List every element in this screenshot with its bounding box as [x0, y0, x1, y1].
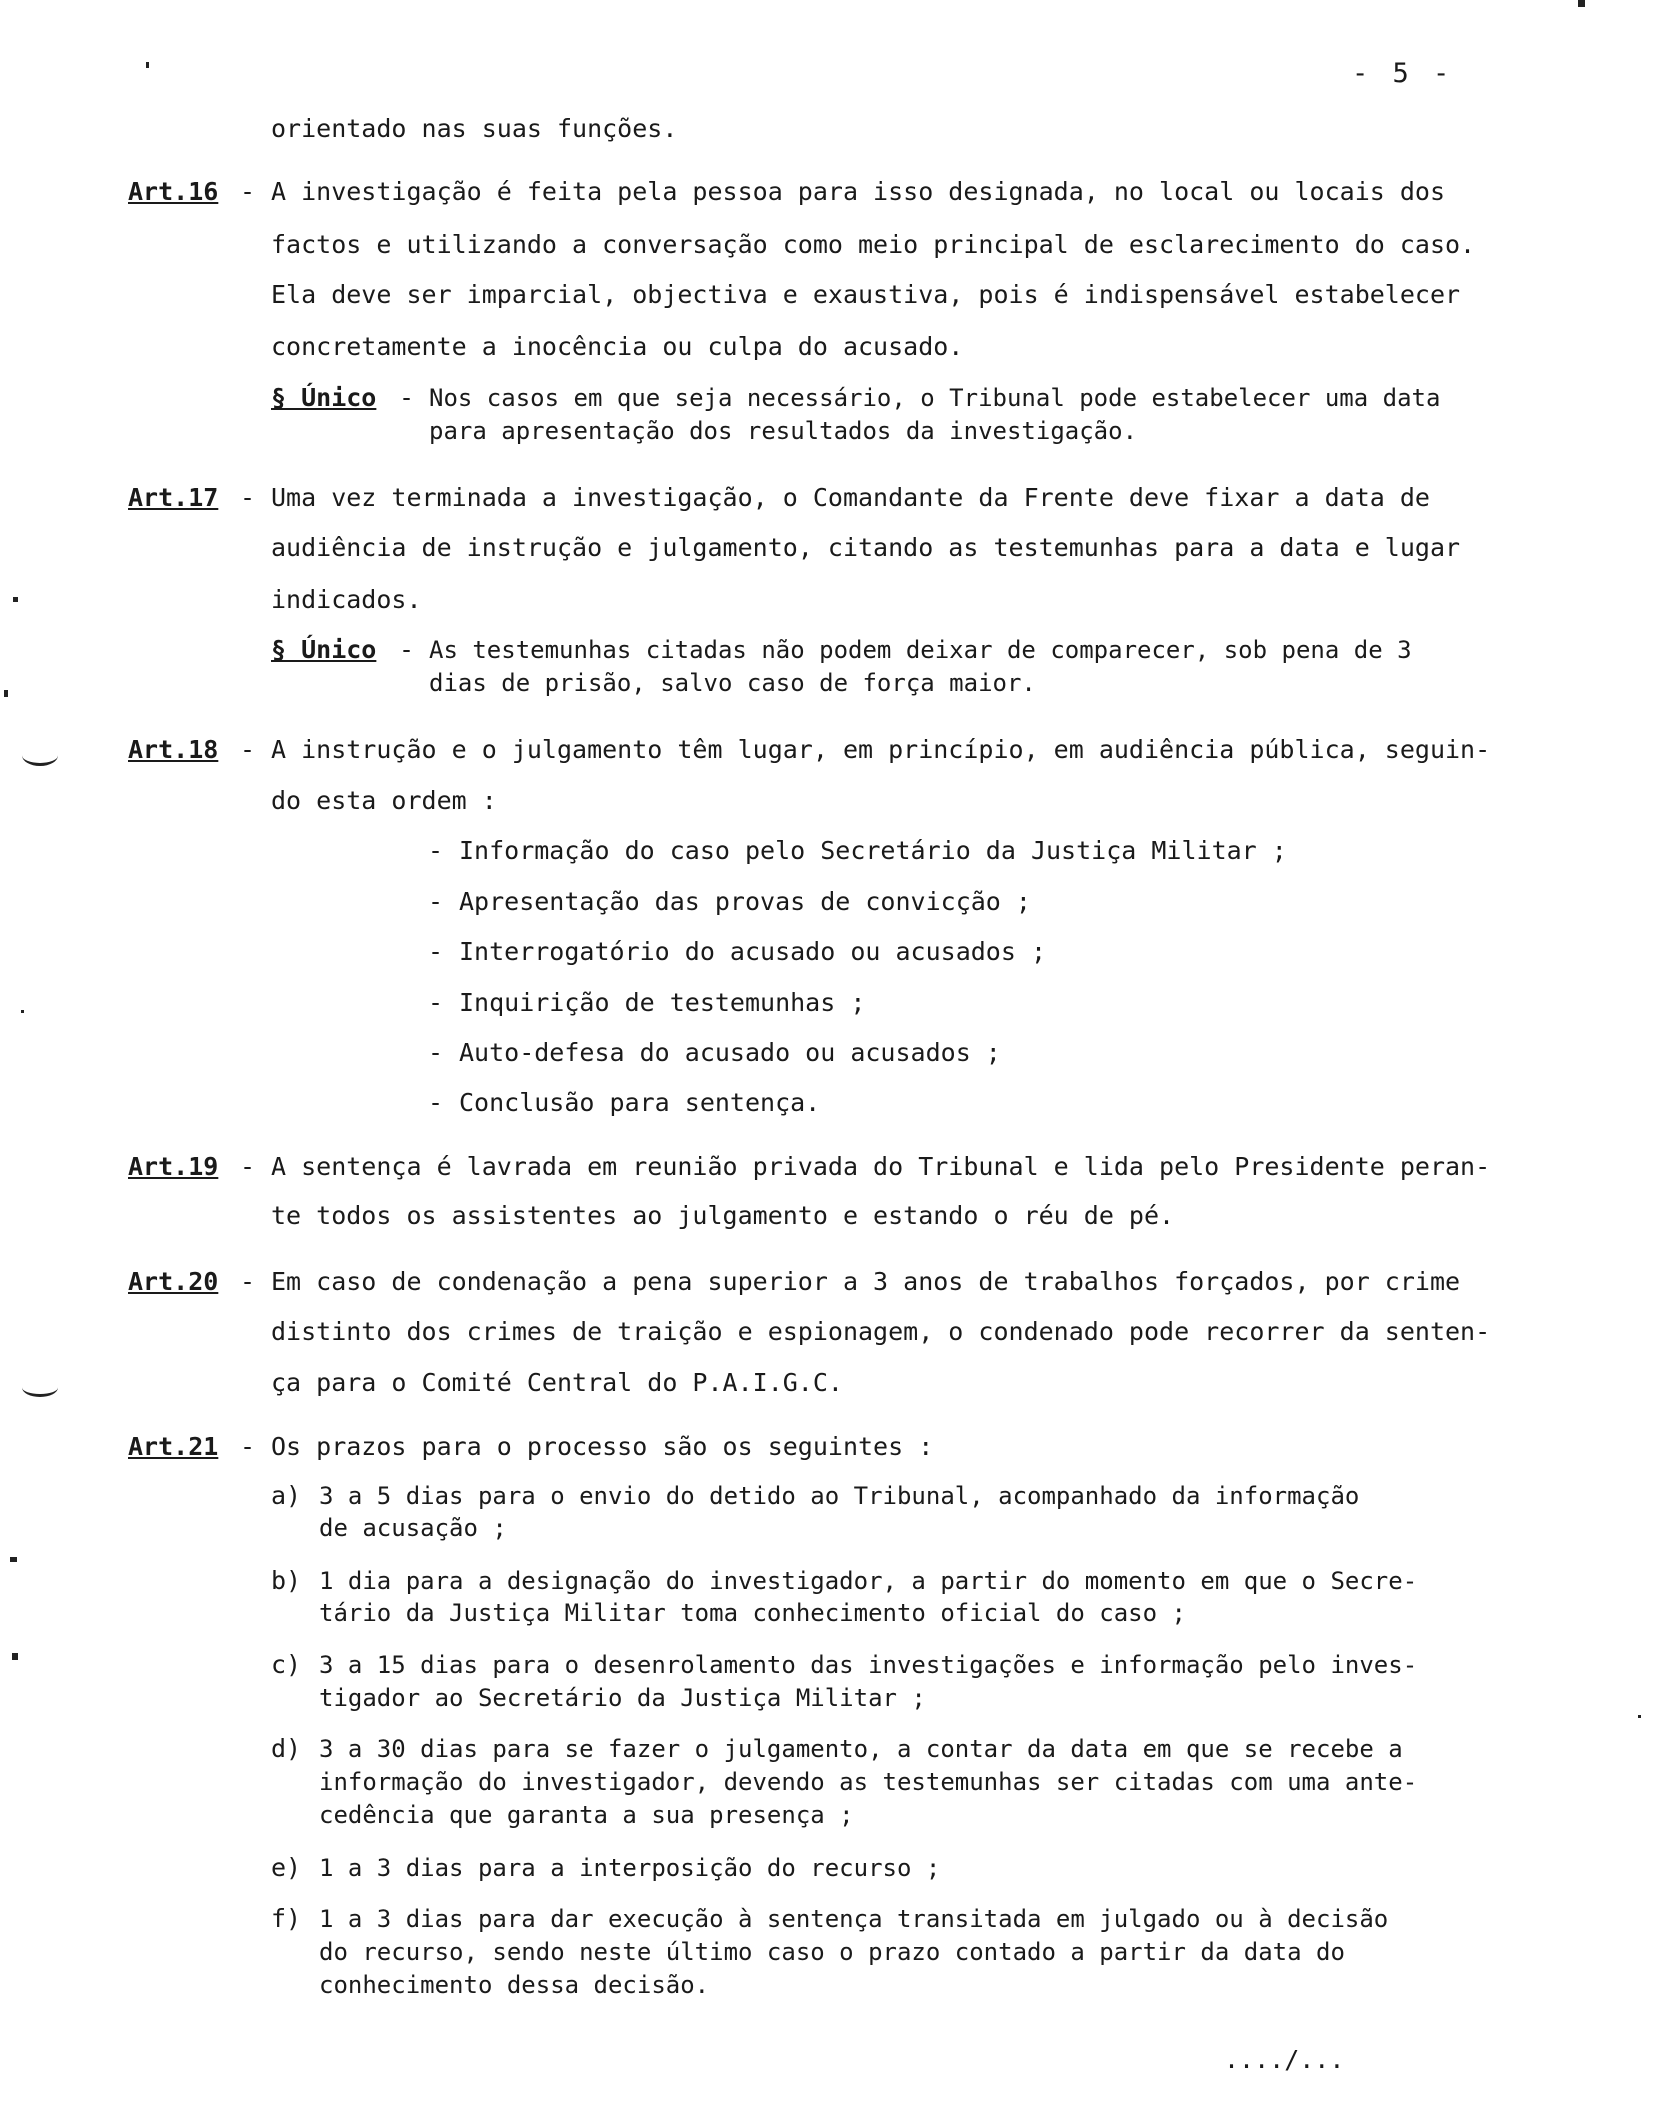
subitem-line: 1 a 3 dias para a interposição do recurso ; [319, 1854, 941, 1882]
subitem-letter: c) [271, 1650, 302, 1679]
article-line: concretamente a inocência ou culpa do acusado. [271, 332, 964, 361]
unico-line: dias de prisão, salvo caso de força maior. [429, 669, 1036, 697]
unico-label: § Único [271, 635, 377, 664]
subitem-line: do recurso, sendo neste último caso o prazo contado a partir da data do [319, 1938, 1345, 1966]
article-label: Art.21 [128, 1432, 219, 1461]
subitem-letter: b) [271, 1566, 302, 1595]
unico-label: § Único [271, 383, 377, 412]
subitem-line: 1 a 3 dias para dar execução à sentença transitada em julgado ou à decisão [319, 1905, 1389, 1933]
list-bullet: - [428, 937, 444, 966]
scan-speck [21, 1010, 24, 1013]
scan-speck [12, 1653, 18, 1660]
article-line: ça para o Comité Central do P.A.I.G.C. [271, 1368, 843, 1397]
list-item: Conclusão para sentença. [459, 1088, 821, 1117]
subitem-line: 3 a 30 dias para se fazer o julgamento, a contar da data em que se recebe a [319, 1735, 1403, 1763]
unico-line: Nos casos em que seja necessário, o Tribunal pode estabelecer uma data [429, 384, 1441, 412]
article-label: Art.18 [128, 735, 219, 764]
scan-speck [10, 1557, 17, 1562]
list-bullet: - [428, 836, 444, 865]
subitem-line: 1 dia para a designação do investigador, a partir do momento em que o Secre- [319, 1567, 1418, 1595]
subitem-line: informação do investigador, devendo as testemunhas ser citadas com uma ante- [319, 1768, 1418, 1796]
list-item: Apresentação das provas de convicção ; [459, 887, 1031, 916]
page-number: - 5 - [1352, 58, 1454, 89]
scan-bracket-mark [22, 745, 58, 766]
subitem-letter: a) [271, 1481, 302, 1510]
scan-speck [13, 597, 18, 602]
list-bullet: - [428, 1088, 444, 1117]
footer-continuation: ..../... [1224, 2045, 1345, 2074]
subitem-letter: f) [271, 1904, 302, 1933]
article-label: Art.17 [128, 483, 219, 512]
subitem-line: conhecimento dessa decisão. [319, 1971, 710, 1999]
dash: - [399, 635, 415, 664]
article-line: do esta ordem : [271, 786, 497, 815]
dash: - [240, 1152, 256, 1181]
article-line: te todos os assistentes ao julgamento e estando o réu de pé. [271, 1201, 1175, 1230]
unico-line: para apresentação dos resultados da investigação. [429, 417, 1138, 445]
list-item: Interrogatório do acusado ou acusados ; [459, 937, 1046, 966]
dash: - [240, 483, 256, 512]
article-line: Ela deve ser imparcial, objectiva e exaustiva, pois é indispensável estabelecer [271, 280, 1461, 309]
subitem-line: cedência que garanta a sua presença ; [319, 1801, 854, 1829]
article-line: indicados. [271, 585, 422, 614]
scan-speck [1638, 1715, 1641, 1718]
article-line: Os prazos para o processo são os seguintes : [271, 1432, 934, 1461]
article-line: Em caso de condenação a pena superior a 3 anos de trabalhos forçados, por crime [271, 1267, 1461, 1296]
continuation-line: orientado nas suas funções. [271, 114, 678, 143]
scan-speck [146, 62, 149, 68]
article-label: Art.19 [128, 1152, 219, 1181]
list-item: Auto-defesa do acusado ou acusados ; [459, 1038, 1001, 1067]
dash: - [240, 177, 256, 206]
scan-speck [4, 690, 8, 697]
list-bullet: - [428, 988, 444, 1017]
dash: - [240, 1267, 256, 1296]
article-line: Uma vez terminada a investigação, o Comandante da Frente deve fixar a data de [271, 483, 1430, 512]
list-item: Inquirição de testemunhas ; [459, 988, 866, 1017]
article-label: Art.16 [128, 177, 219, 206]
subitem-line: tigador ao Secretário da Justiça Militar ; [319, 1684, 926, 1712]
list-bullet: - [428, 887, 444, 916]
subitem-letter: d) [271, 1734, 302, 1763]
article-line: A instrução e o julgamento têm lugar, em princípio, em audiência pública, seguin- [271, 735, 1491, 764]
article-line: audiência de instrução e julgamento, citando as testemunhas para a data e lugar [271, 533, 1461, 562]
article-label: Art.20 [128, 1267, 219, 1296]
dash: - [240, 735, 256, 764]
subitem-letter: e) [271, 1853, 302, 1882]
article-line: factos e utilizando a conversação como meio principal de esclarecimento do caso. [271, 230, 1476, 259]
article-line: A sentença é lavrada em reunião privada do Tribunal e lida pelo Presidente peran- [271, 1152, 1491, 1181]
list-bullet: - [428, 1038, 444, 1067]
subitem-line: de acusação ; [319, 1514, 507, 1542]
scan-speck [1578, 0, 1585, 7]
unico-line: As testemunhas citadas não podem deixar de comparecer, sob pena de 3 [429, 636, 1412, 664]
scan-bracket-mark [22, 1378, 58, 1397]
dash: - [240, 1432, 256, 1461]
article-line: A investigação é feita pela pessoa para isso designada, no local ou locais dos [271, 177, 1445, 206]
subitem-line: 3 a 5 dias para o envio do detido ao Tribunal, acompanhado da informação [319, 1482, 1360, 1510]
dash: - [399, 383, 415, 412]
article-line: distinto dos crimes de traição e espionagem, o condenado pode recorrer da senten- [271, 1317, 1491, 1346]
subitem-line: tário da Justiça Militar toma conhecimento oficial do caso ; [319, 1599, 1186, 1627]
subitem-line: 3 a 15 dias para o desenrolamento das investigações e informação pelo inves- [319, 1651, 1418, 1679]
list-item: Informação do caso pelo Secretário da Justiça Militar ; [459, 836, 1287, 865]
